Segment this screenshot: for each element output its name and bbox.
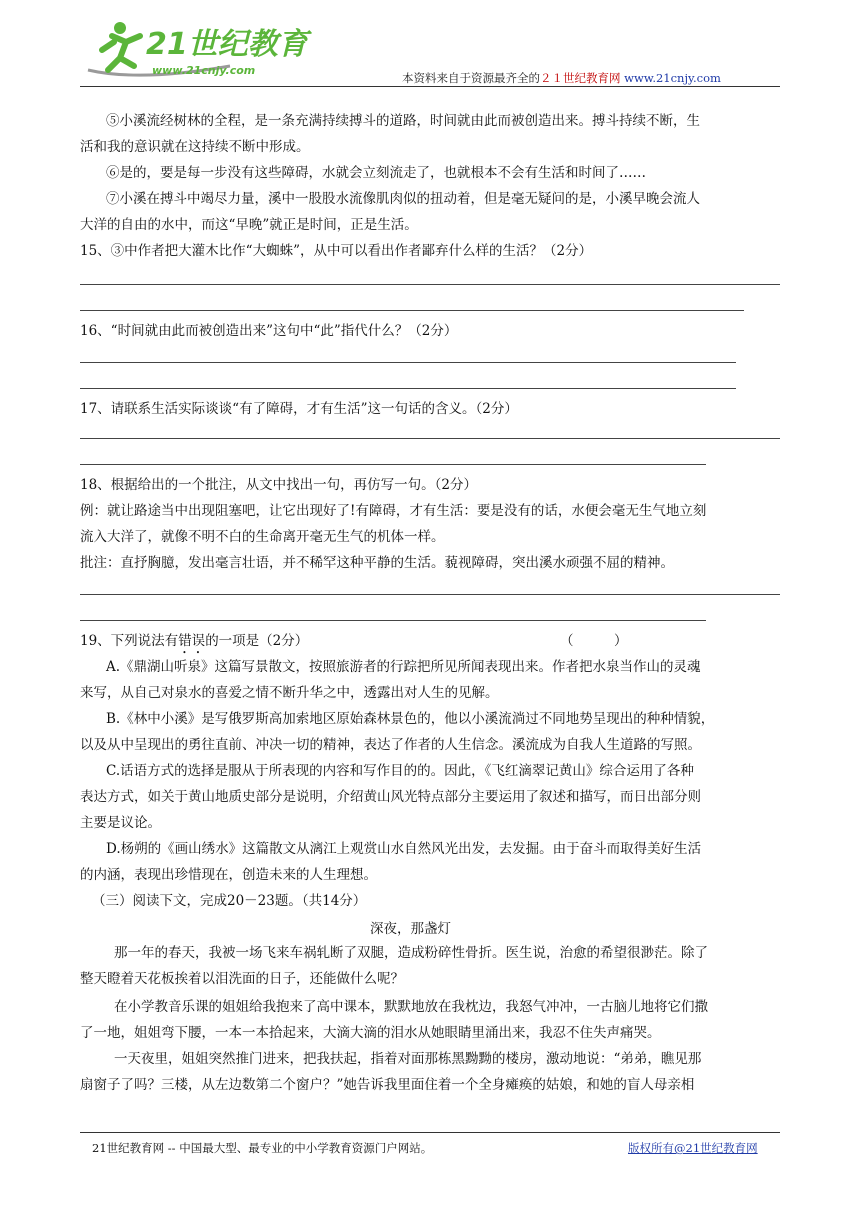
answer-line[interactable] [80, 438, 780, 439]
paragraph-5-line-2: 活和我的意识就在这持续不断中形成。 [80, 139, 310, 155]
answer-line[interactable] [80, 388, 736, 389]
story-paragraph-2-line-1: 在小学教音乐课的姐姐给我抱来了高中课本，默默地放在我枕边，我怒气冲冲，一古脑儿地将它们撒 [114, 999, 708, 1015]
story-paragraph-3-line-2: 扇窗子了吗？三楼，从左边数第二个窗户？”她告诉我里面住着一个全身瘫痪的姑娘，和她的盲人母亲相 [80, 1077, 695, 1093]
option-a-line-1: A.《鼎湖山听泉》这篇写景散文，按照旅游者的行踪把所见所闻表现出来。作者把水泉当作山的灵魂 [106, 659, 701, 675]
option-c-line-1: C.话语方式的选择是服从于所表现的内容和写作目的的。因此，《飞红滴翠记黄山》综合运用了各种 [106, 763, 694, 779]
option-d-line-2: 的内涵，表现出珍惜现在，创造未来的人生理想。 [80, 867, 377, 883]
header-source-prefix: 本资料来自于资源最齐全的 [402, 71, 540, 85]
answer-line[interactable] [80, 284, 780, 285]
answer-line[interactable] [80, 362, 736, 363]
question-19-text-c: 的一项是（2分） [205, 633, 309, 649]
question-18: 18、根据给出的一个批注，从文中找出一句，再仿写一句。（2分） [80, 477, 478, 493]
paragraph-6: ⑥是的，要是每一步没有这些障碍，水就会立刻流走了，也就根本不会有生活和时间了…… [106, 165, 646, 181]
option-d-line-1: D.杨朔的《画山绣水》这篇散文从漓江上观赏山水自然风光出发，去发掘。由于奋斗而取得美好生活 [106, 841, 702, 857]
story-title: 深夜，那盏灯 [370, 921, 451, 937]
answer-line[interactable] [80, 594, 780, 595]
footer-rule [80, 1132, 780, 1133]
answer-line[interactable] [80, 310, 744, 311]
story-paragraph-2-line-2: 了一地，姐姐弯下腰，一本一本拾起来，大滴大滴的泪水从她眼睛里涌出来，我忍不住失声痛哭。 [80, 1025, 661, 1041]
story-paragraph-3-line-1: 一天夜里，姐姐突然推门进来，把我扶起，指着对面那栋黑黝黝的楼房，激动地说：“弟弟，瞧见那 [114, 1051, 702, 1067]
option-c-line-3: 主要是议论。 [80, 815, 161, 831]
header-source [402, 70, 721, 86]
answer-paren[interactable]: （ ） [560, 633, 628, 649]
story-paragraph-1-line-2: 整天瞪着天花板挨着以泪洗面的日子，还能做什么呢？ [80, 971, 404, 987]
logo-text: 21世纪教育 [146, 27, 308, 62]
question-19-text-a: 19、下列说法有 [80, 633, 179, 649]
question-15: 15、③中作者把大灌木比作“大蜘蛛”，从中可以看出作者鄙弃什么样的生活？（2分） [80, 243, 593, 259]
footer-text: 21世纪教育网 -- 中国最大型、最专业的中小学教育资源门户网站。 [92, 1141, 433, 1155]
question-19-emphasis: 错误 [178, 633, 206, 649]
paragraph-7-line-2: 大洋的自由的水中，而这“早晚”就正是时间，正是生活。 [80, 217, 418, 233]
header-source-url[interactable]: www.21cnjy.com [624, 71, 721, 85]
site-logo [80, 8, 308, 88]
option-a-line-2: 来写，从自己对泉水的喜爱之情不断升华之中，透露出对人生的见解。 [80, 685, 499, 701]
question-18-example-line-1: 例：就让路途当中出现阻塞吧，让它出现好了!有障碍，才有生活：要是没有的话，水便会毫无生气地立刻 [80, 503, 707, 519]
option-c-line-2: 表达方式，如关于黄山地质史部分是说明，介绍黄山风光特点部分主要运用了叙述和描写，而日出部分则 [80, 789, 701, 805]
section-3-heading: （三）阅读下文，完成20－23题。（共14分） [92, 893, 367, 909]
option-b-line-1: B.《林中小溪》是写俄罗斯高加索地区原始森林景色的，他以小溪流淌过不同地势呈现出的种种情貌， [106, 711, 715, 727]
question-18-annotation: 批注：直抒胸臆，发出毫言壮语，并不稀罕这种平静的生活。藐视障碍，突出溪水顽强不屈的精神。 [80, 555, 674, 571]
paragraph-5-line-1: ⑤小溪流经树林的全程，是一条充满持续搏斗的道路，时间就由此而被创造出来。搏斗持续不断，生 [106, 113, 700, 129]
paragraph-7-line-1: ⑦小溪在搏斗中竭尽力量，溪中一股股水流像肌肉似的扭动着，但是毫无疑问的是，小溪早晚会流人 [106, 191, 700, 207]
footer-copyright-link[interactable]: 版权所有@21世纪教育网 [628, 1141, 758, 1155]
question-17: 17、请联系生活实际谈谈“有了障碍，才有生活”这一句话的含义。（2分） [80, 401, 518, 417]
header-source-site: ２１世纪教育网 [540, 71, 621, 85]
story-paragraph-1-line-1: 那一年的春天，我被一场飞来车祸轧断了双腿，造成粉碎性骨折。医生说，治愈的希望很渺茫。除了 [114, 945, 708, 961]
question-18-example-line-2: 流入大洋了，就像不明不白的生命离开毫无生气的机体一样。 [80, 529, 445, 545]
answer-line[interactable] [80, 464, 706, 465]
option-b-line-2: 以及从中呈现出的勇往直前、冲决一切的精神，表达了作者的人生信念。溪流成为自我人生道路的写照。 [80, 737, 701, 753]
answer-line[interactable] [80, 620, 706, 621]
logo-url: www.21cnjy.com [152, 64, 256, 77]
question-19 [80, 628, 308, 657]
question-16: 16、“时间就由此而被创造出来”这句中“此”指代什么？（2分） [80, 323, 458, 339]
header-rule [80, 86, 780, 87]
